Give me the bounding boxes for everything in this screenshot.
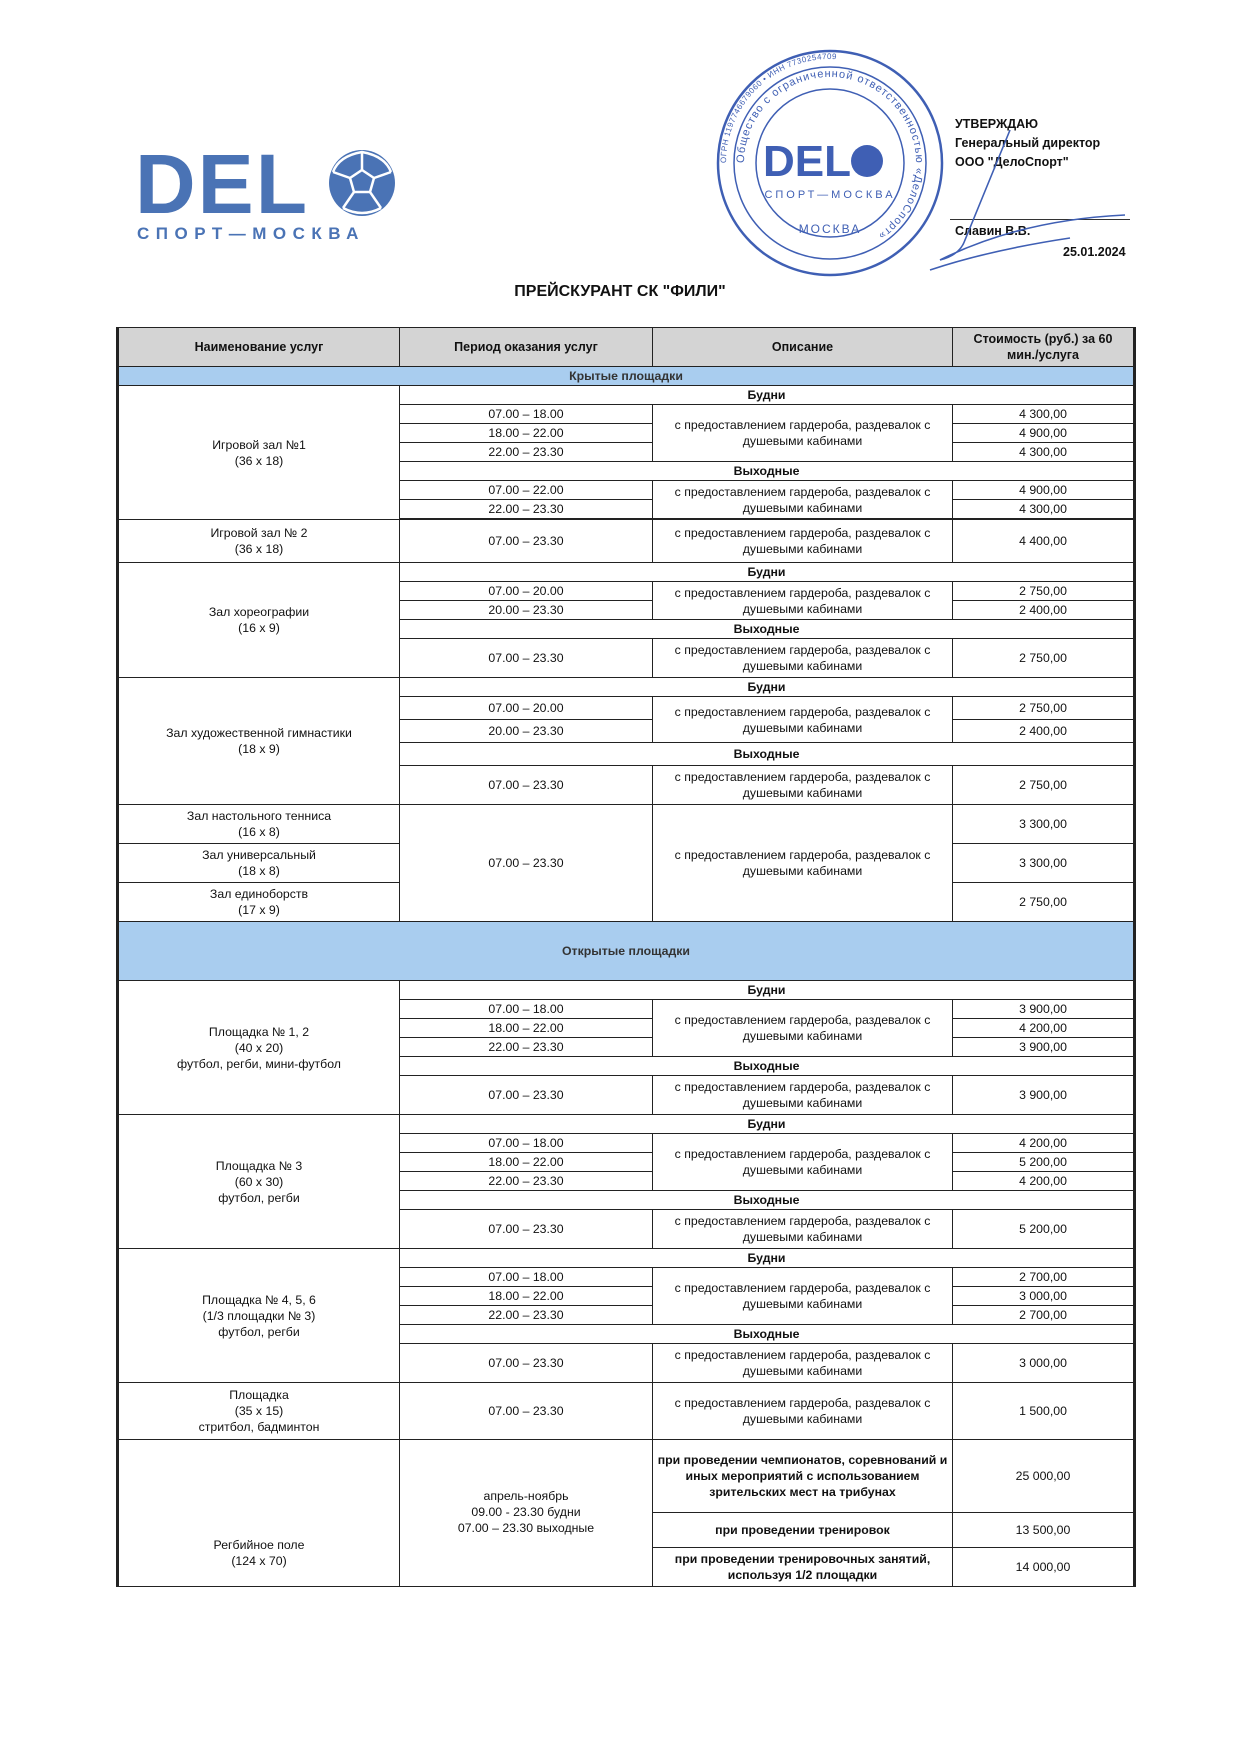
approval-title: УТВЕРЖДАЮ [955, 117, 1039, 131]
logo-word: DEL [135, 137, 309, 231]
price-cell: 1 500,00 [953, 1383, 1135, 1440]
description-cell: с предоставлением гардероба, раздевалок с душевыми кабинами [653, 1076, 953, 1115]
description-cell: с предоставлением гардероба, раздевалок с душевыми кабинами [653, 405, 953, 462]
stamp-word: DEL [763, 137, 851, 186]
weekdays-label: Будни [400, 678, 1135, 697]
price-cell: 2 400,00 [953, 601, 1135, 620]
period-cell: 07.00 – 18.00 [400, 1134, 653, 1153]
price-cell: 3 900,00 [953, 1000, 1135, 1019]
price-cell: 3 300,00 [953, 844, 1135, 883]
description-cell: с предоставлением гардероба, раздевалок с душевыми кабинами [653, 1383, 953, 1440]
description-cell: с предоставлением гардероба, раздевалок с душевыми кабинами [653, 805, 953, 922]
price-cell: 2 750,00 [953, 697, 1135, 720]
price-cell: 3 300,00 [953, 805, 1135, 844]
period-cell: 18.00 – 22.00 [400, 1019, 653, 1038]
period-cell: 22.00 – 23.30 [400, 443, 653, 462]
period-cell: 18.00 – 22.00 [400, 424, 653, 443]
service-hall1: Игровой зал №1 (36 х 18) [118, 386, 400, 520]
description-cell: с предоставлением гардероба, раздевалок с душевыми кабинами [653, 639, 953, 678]
approval-name: Славин В.В. [955, 224, 1031, 238]
period-cell: 22.00 – 23.30 [400, 1306, 653, 1325]
price-cell: 5 200,00 [953, 1153, 1135, 1172]
price-cell: 4 300,00 [953, 405, 1135, 424]
approval-position: Генеральный директор [955, 136, 1101, 150]
price-cell: 13 500,00 [953, 1513, 1135, 1548]
stamp-codes: ОГРН 1197746679060 • ИНН 7730254709 [718, 51, 838, 164]
description-cell: с предоставлением гардероба, раздевалок с душевыми кабинами [653, 1344, 953, 1383]
price-cell: 4 300,00 [953, 443, 1135, 462]
approval-date: 25.01.2024 [1063, 245, 1126, 259]
service-martial: Зал единоборств (17 х 9) [118, 883, 400, 922]
weekends-label: Выходные [400, 743, 1135, 766]
description-cell: с предоставлением гардероба, раздевалок с душевыми кабинами [653, 1134, 953, 1191]
weekdays-label: Будни [400, 981, 1135, 1000]
service-p3: Площадка № 3 (60 х 30) футбол, регби [118, 1115, 400, 1249]
period-cell: 18.00 – 22.00 [400, 1287, 653, 1306]
period-cell: 07.00 – 23.30 [400, 1076, 653, 1115]
price-cell: 4 400,00 [953, 520, 1135, 563]
price-cell: 2 750,00 [953, 582, 1135, 601]
period-cell: 07.00 – 23.30 [400, 1383, 653, 1440]
period-cell: 07.00 – 23.30 [400, 520, 653, 563]
price-cell: 3 000,00 [953, 1344, 1135, 1383]
signature-icon [870, 120, 1130, 280]
service-universal: Зал универсальный (18 х 8) [118, 844, 400, 883]
section-outdoor: Открытые площадки [118, 922, 1135, 981]
price-cell: 3 900,00 [953, 1038, 1135, 1057]
stamp-subtitle: СПОРТ—МОСКВА [764, 189, 896, 201]
service-tennis: Зал настольного тенниса (16 х 8) [118, 805, 400, 844]
period-cell: 07.00 – 20.00 [400, 697, 653, 720]
price-cell: 4 200,00 [953, 1134, 1135, 1153]
price-cell: 2 750,00 [953, 883, 1135, 922]
description-cell: с предоставлением гардероба, раздевалок с душевыми кабинами [653, 1000, 953, 1057]
stamp-ring-text: Общество с ограниченной ответственностью «ДелоСпорт» [734, 67, 926, 243]
price-cell: 14 000,00 [953, 1548, 1135, 1587]
description-cell: с предоставлением гардероба, раздевалок с душевыми кабинами [653, 1268, 953, 1325]
description-cell: с предоставлением гардероба, раздевалок с душевыми кабинами [653, 697, 953, 743]
price-cell: 4 200,00 [953, 1019, 1135, 1038]
description-cell: с предоставлением гардероба, раздевалок с душевыми кабинами [653, 520, 953, 563]
price-cell: 2 750,00 [953, 766, 1135, 805]
price-cell: 2 400,00 [953, 720, 1135, 743]
period-cell: 07.00 – 23.30 [400, 805, 653, 922]
period-cell: апрель-ноябрь 09.00 - 23.30 будни 07.00 – 23.30 выходные [400, 1440, 653, 1587]
period-cell: 20.00 – 23.30 [400, 720, 653, 743]
weekends-label: Выходные [400, 1057, 1135, 1076]
price-cell: 25 000,00 [953, 1440, 1135, 1513]
weekends-label: Выходные [400, 1325, 1135, 1344]
service-hall2: Игровой зал № 2 (36 х 18) [118, 520, 400, 563]
table-header [118, 328, 1135, 367]
period-cell: 07.00 – 18.00 [400, 1268, 653, 1287]
service-p456: Площадка № 4, 5, 6 (1/3 площадки № 3) футбол, регби [118, 1249, 400, 1383]
section-indoor: Крытые площадки [118, 367, 1135, 386]
header-service: Наименование услуг [118, 328, 400, 367]
description-cell: с предоставлением гардероба, раздевалок с душевыми кабинами [653, 582, 953, 620]
weekdays-label: Будни [400, 1249, 1135, 1268]
price-cell: 4 200,00 [953, 1172, 1135, 1191]
period-cell: 22.00 – 23.30 [400, 500, 653, 519]
period-cell: 07.00 – 23.30 [400, 1210, 653, 1249]
period-cell: 22.00 – 23.30 [400, 1172, 653, 1191]
service-rugby: Регбийное поле (124 х 70) [118, 1440, 400, 1587]
service-street: Площадка (35 х 15) стритбол, бадминтон [118, 1383, 400, 1440]
period-cell: 07.00 – 23.30 [400, 639, 653, 678]
header-price: Стоимость (руб.) за 60 мин./услуга [953, 328, 1135, 367]
ball-icon [327, 148, 397, 218]
header-description: Описание [653, 328, 953, 367]
header-period: Период оказания услуг [400, 328, 653, 367]
description-cell: с предоставлением гардероба, раздевалок с душевыми кабинами [653, 481, 953, 519]
price-cell: 4 900,00 [953, 481, 1135, 500]
period-cell: 07.00 – 18.00 [400, 405, 653, 424]
weekends-label: Выходные [400, 462, 1135, 481]
service-gym: Зал художественной гимнастики (18 х 9) [118, 678, 400, 805]
period-cell: 22.00 – 23.30 [400, 1038, 653, 1057]
weekdays-label: Будни [400, 1115, 1135, 1134]
price-cell: 3 000,00 [953, 1287, 1135, 1306]
description-cell: при проведении чемпионатов, соревнований и иных мероприятий с использованием зрительских мест на трибунах [653, 1440, 953, 1513]
document-title: ПРЕЙСКУРАНТ СК "ФИЛИ" [514, 283, 726, 300]
weekends-label: Выходные [400, 1191, 1135, 1210]
price-cell: 4 900,00 [953, 424, 1135, 443]
period-cell: 20.00 – 23.30 [400, 601, 653, 620]
logo-subtitle: СПОРТ—МОСКВА [137, 224, 365, 243]
service-choreo: Зал хореографии (16 х 9) [118, 563, 400, 678]
period-cell: 07.00 – 20.00 [400, 582, 653, 601]
price-cell: 4 300,00 [953, 500, 1135, 519]
weekdays-label: Будни [400, 563, 1135, 582]
approval-company: ООО "ДелоСпорт" [955, 155, 1069, 169]
period-cell: 07.00 – 22.00 [400, 481, 653, 500]
price-cell: 2 750,00 [953, 639, 1135, 678]
description-cell: с предоставлением гардероба, раздевалок с душевыми кабинами [653, 766, 953, 805]
stamp-city: МОСКВА [798, 222, 862, 236]
period-cell: 07.00 – 23.30 [400, 766, 653, 805]
price-cell: 2 700,00 [953, 1268, 1135, 1287]
price-table [116, 327, 1136, 1587]
period-cell: 07.00 – 18.00 [400, 1000, 653, 1019]
period-cell: 07.00 – 23.30 [400, 1344, 653, 1383]
service-p12: Площадка № 1, 2 (40 х 20) футбол, регби, мини-футбол [118, 981, 400, 1115]
company-logo [135, 137, 395, 243]
description-cell: при проведении тренировок [653, 1513, 953, 1548]
price-cell: 2 700,00 [953, 1306, 1135, 1325]
description-cell: с предоставлением гардероба, раздевалок с душевыми кабинами [653, 1210, 953, 1249]
weekdays-label: Будни [400, 386, 1135, 405]
description-cell: при проведении тренировочных занятий, используя 1/2 площадки [653, 1548, 953, 1587]
period-cell: 18.00 – 22.00 [400, 1153, 653, 1172]
price-cell: 3 900,00 [953, 1076, 1135, 1115]
price-cell: 5 200,00 [953, 1210, 1135, 1249]
weekends-label: Выходные [400, 620, 1135, 639]
